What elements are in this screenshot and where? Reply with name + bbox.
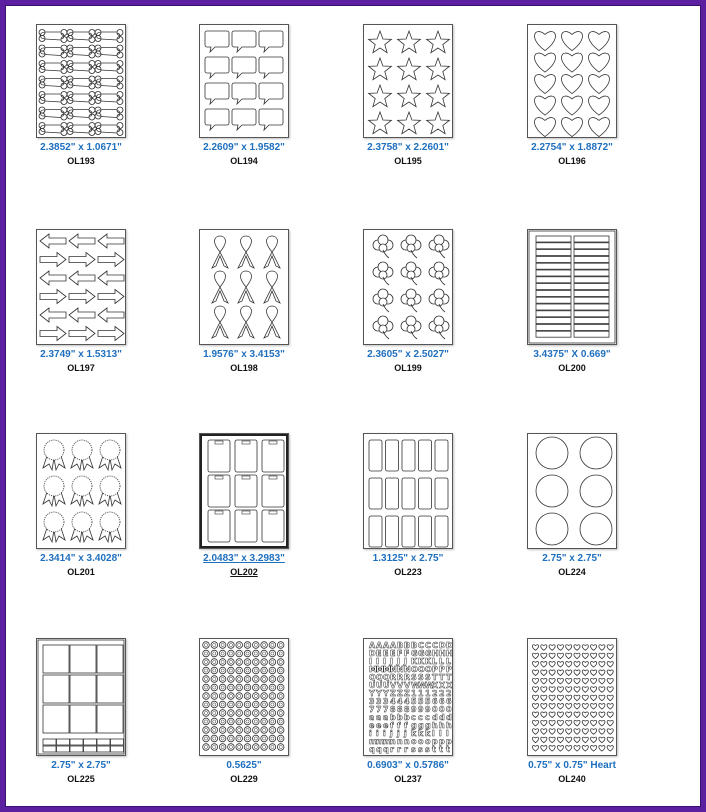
svg-text:q: q (376, 745, 382, 754)
svg-text:g: g (411, 721, 417, 730)
svg-text:U: U (369, 681, 376, 690)
svg-text:K: K (418, 657, 425, 666)
product-grid (5, 5, 701, 807)
product-code: OL194 (230, 156, 258, 166)
svg-text:M: M (376, 665, 384, 674)
svg-text:c: c (418, 713, 423, 722)
svg-text:b: b (390, 713, 396, 722)
product-code: OL223 (394, 567, 422, 577)
product-code: OL224 (558, 567, 586, 577)
svg-text:1: 1 (425, 689, 431, 698)
svg-text:n: n (404, 737, 410, 746)
svg-text:B: B (411, 641, 418, 650)
svg-text:T: T (432, 673, 438, 682)
product-code: OL229 (230, 774, 258, 784)
svg-text:E: E (383, 649, 389, 658)
svg-text:B: B (397, 641, 404, 650)
svg-text:D: D (439, 641, 446, 650)
bone-label-sheet-thumbnail[interactable] (36, 24, 126, 138)
svg-text:3: 3 (376, 697, 382, 706)
svg-text:Y: Y (369, 689, 375, 698)
svg-text:2: 2 (439, 689, 445, 698)
svg-text:A: A (383, 641, 390, 650)
svg-text:8: 8 (404, 705, 410, 714)
svg-text:S: S (418, 673, 424, 682)
svg-text:1: 1 (411, 689, 417, 698)
svg-text:5: 5 (425, 697, 431, 706)
shamrock-label-sheet-thumbnail[interactable] (363, 229, 453, 345)
svg-text:R: R (390, 673, 397, 682)
svg-text:D: D (369, 649, 376, 658)
svg-text:4: 4 (390, 697, 396, 706)
svg-text:S: S (425, 673, 431, 682)
speech-bubble-label-sheet-thumbnail[interactable] (199, 24, 289, 138)
product-code: OL200 (558, 363, 586, 373)
product-size-link[interactable]: 3.4375" X 0.669" (533, 349, 611, 360)
product-code: OL199 (394, 363, 422, 373)
svg-text:n: n (390, 737, 396, 746)
circle-label-sheet-thumbnail[interactable] (527, 433, 617, 549)
svg-text:d: d (446, 713, 452, 722)
svg-text:t: t (439, 745, 443, 754)
svg-text:H: H (432, 649, 439, 658)
svg-text:J: J (397, 657, 400, 666)
product-item-ol224[interactable] (497, 433, 647, 577)
svg-text:5: 5 (418, 697, 424, 706)
product-size-link[interactable]: 2.2609" x 1.9582" (203, 142, 285, 153)
svg-text:K: K (425, 657, 432, 666)
product-code: OL198 (230, 363, 258, 373)
svg-text:f: f (390, 721, 394, 730)
svg-text:K: K (411, 657, 418, 666)
svg-text:4: 4 (397, 697, 403, 706)
svg-text:O: O (418, 665, 425, 674)
svg-text:Q: Q (383, 673, 390, 682)
svg-text:7: 7 (383, 705, 389, 714)
svg-text:j: j (404, 729, 407, 738)
svg-text:8: 8 (397, 705, 403, 714)
product-size-link[interactable]: 1.9576" x 3.4153" (203, 349, 285, 360)
svg-text:k: k (425, 729, 431, 738)
product-size-link[interactable]: 2.0483" x 3.2983" (203, 553, 285, 564)
svg-text:X: X (446, 681, 453, 690)
svg-text:c: c (411, 713, 416, 722)
svg-text:c: c (425, 713, 430, 722)
product-item-ol194[interactable] (169, 24, 319, 166)
svg-text:e: e (383, 721, 389, 730)
product-item-ol198[interactable] (169, 229, 319, 373)
svg-text:D: D (446, 641, 453, 650)
product-item-ol199[interactable] (333, 229, 483, 373)
svg-text:T: T (439, 673, 445, 682)
svg-text:W: W (411, 681, 420, 690)
svg-text:X: X (439, 681, 446, 690)
svg-text:9: 9 (418, 705, 424, 714)
svg-text:p: p (432, 737, 438, 746)
svg-text:R: R (397, 673, 404, 682)
svg-text:o: o (425, 737, 431, 746)
svg-text:V: V (397, 681, 404, 690)
svg-text:4: 4 (404, 697, 410, 706)
svg-text:G: G (425, 649, 432, 658)
svg-text:Z: Z (397, 689, 403, 698)
product-size-link[interactable]: 2.3852" x 1.0671" (40, 142, 122, 153)
svg-text:2: 2 (446, 689, 452, 698)
svg-text:q: q (369, 745, 375, 754)
svg-text:0: 0 (446, 705, 452, 714)
product-item-ol240[interactable] (497, 638, 647, 784)
svg-text:d: d (432, 713, 438, 722)
product-size-link[interactable]: 2.3414" x 3.4028" (40, 553, 122, 564)
svg-text:m: m (369, 737, 378, 746)
arrow-label-sheet-thumbnail[interactable] (36, 229, 126, 345)
svg-text:b: b (397, 713, 403, 722)
svg-text:7: 7 (376, 705, 382, 714)
svg-text:h: h (432, 721, 438, 730)
svg-text:Q: Q (369, 673, 376, 682)
svg-text:6: 6 (446, 697, 452, 706)
product-code: OL240 (558, 774, 586, 784)
svg-text:5: 5 (411, 697, 417, 706)
product-item-ol201[interactable] (6, 433, 156, 577)
svg-text:O: O (425, 665, 432, 674)
svg-text:l: l (432, 729, 435, 738)
svg-text:C: C (425, 641, 431, 650)
svg-text:Q: Q (376, 673, 383, 682)
svg-text:E: E (390, 649, 396, 658)
product-code: OL201 (67, 567, 95, 577)
svg-text:W: W (418, 681, 427, 690)
svg-text:f: f (404, 721, 408, 730)
product-item-ol195[interactable] (333, 24, 483, 166)
svg-text:s: s (411, 745, 416, 754)
svg-text:I: I (376, 657, 379, 666)
svg-text:l: l (439, 729, 442, 738)
svg-text:8: 8 (390, 705, 396, 714)
ribbon-label-sheet-thumbnail[interactable] (199, 229, 289, 345)
svg-text:0: 0 (439, 705, 445, 714)
svg-text:r: r (404, 745, 408, 754)
svg-text:L: L (432, 657, 438, 666)
svg-text:A: A (369, 641, 376, 650)
svg-text:f: f (397, 721, 401, 730)
svg-text:X: X (432, 681, 439, 690)
alphabet-letters-label-sheet-thumbnail[interactable] (363, 638, 453, 756)
svg-text:Y: Y (383, 689, 389, 698)
svg-text:g: g (418, 721, 424, 730)
rounded-rectangle-label-sheet-thumbnail[interactable] (363, 433, 453, 549)
svg-text:0: 0 (432, 705, 438, 714)
svg-text:C: C (432, 641, 438, 650)
product-size-link[interactable]: 2.2754" x 1.8872" (531, 142, 613, 153)
svg-text:s: s (418, 745, 423, 754)
product-size-link[interactable]: 2.75" x 2.75" (542, 553, 602, 564)
product-size-link[interactable]: 2.3605" x 2.5027" (367, 349, 449, 360)
svg-text:i: i (383, 729, 386, 738)
svg-text:o: o (411, 737, 417, 746)
product-size-link[interactable]: 2.75" x 2.75" (51, 760, 111, 771)
product-size-link[interactable]: 0.75" x 0.75" Heart (528, 760, 616, 771)
svg-text:m: m (376, 737, 385, 746)
svg-text:a: a (369, 713, 375, 722)
svg-text:q: q (383, 745, 389, 754)
svg-text:p: p (439, 737, 445, 746)
award-rosette-label-sheet-thumbnail[interactable] (36, 433, 126, 549)
svg-text:h: h (446, 721, 452, 730)
svg-text:H: H (439, 649, 446, 658)
product-item-ol225[interactable] (6, 638, 156, 784)
product-item-ol197[interactable] (6, 229, 156, 373)
luggage-tag-label-sheet-thumbnail[interactable] (199, 433, 289, 549)
svg-text:V: V (404, 681, 411, 690)
svg-text:9: 9 (425, 705, 431, 714)
svg-text:t: t (446, 745, 450, 754)
svg-text:r: r (397, 745, 401, 754)
svg-text:l: l (446, 729, 449, 738)
svg-text:R: R (404, 673, 411, 682)
svg-text:L: L (439, 657, 445, 666)
svg-text:H: H (446, 649, 453, 658)
product-code: OL202 (230, 567, 258, 577)
svg-text:9: 9 (411, 705, 417, 714)
svg-text:F: F (397, 649, 403, 658)
svg-text:N: N (404, 665, 411, 674)
svg-text:i: i (369, 729, 372, 738)
svg-text:p: p (446, 737, 452, 746)
product-size-link[interactable]: 0.5625" (226, 760, 262, 771)
product-code: OL197 (67, 363, 95, 373)
svg-text:a: a (376, 713, 382, 722)
product-code: OL193 (67, 156, 95, 166)
svg-text:t: t (432, 745, 436, 754)
svg-text:Z: Z (390, 689, 396, 698)
product-item-ol193[interactable] (6, 24, 156, 166)
product-item-ol202[interactable] (169, 433, 319, 577)
svg-text:I: I (383, 657, 386, 666)
product-code: OL196 (558, 156, 586, 166)
svg-text:T: T (446, 673, 452, 682)
svg-text:g: g (425, 721, 431, 730)
svg-text:C: C (418, 641, 424, 650)
svg-text:M: M (383, 665, 391, 674)
product-item-ol223[interactable] (333, 433, 483, 577)
svg-text:M: M (369, 665, 377, 674)
svg-text:E: E (376, 649, 382, 658)
star-label-sheet-thumbnail[interactable] (363, 24, 453, 138)
small-circle-label-sheet-thumbnail[interactable] (199, 638, 289, 756)
svg-text:1: 1 (418, 689, 424, 698)
svg-text:2: 2 (432, 689, 438, 698)
svg-text:P: P (446, 665, 452, 674)
svg-text:G: G (411, 649, 418, 658)
product-size-link[interactable]: 1.3125" x 2.75" (372, 553, 444, 564)
svg-text:3: 3 (383, 697, 389, 706)
product-size-link[interactable]: 2.3749" x 1.5313" (40, 349, 122, 360)
svg-text:P: P (432, 665, 438, 674)
svg-text:7: 7 (369, 705, 375, 714)
svg-text:h: h (439, 721, 445, 730)
svg-text:i: i (376, 729, 379, 738)
svg-text:I: I (369, 657, 372, 666)
svg-text:o: o (418, 737, 424, 746)
product-item-ol237[interactable] (333, 638, 483, 784)
svg-text:e: e (376, 721, 382, 730)
svg-text:k: k (411, 729, 417, 738)
heart-label-sheet-thumbnail[interactable] (527, 24, 617, 138)
svg-text:L: L (446, 657, 452, 666)
svg-text:J: J (404, 657, 407, 666)
svg-text:j: j (390, 729, 393, 738)
svg-text:6: 6 (432, 697, 438, 706)
svg-text:Y: Y (376, 689, 382, 698)
svg-text:G: G (418, 649, 425, 658)
product-size-link[interactable]: 0.6903" x 0.5786" (367, 760, 449, 771)
svg-text:J: J (390, 657, 393, 666)
svg-text:r: r (390, 745, 394, 754)
svg-text:F: F (404, 649, 410, 658)
svg-text:N: N (397, 665, 404, 674)
svg-text:V: V (390, 681, 397, 690)
svg-text:A: A (390, 641, 397, 650)
svg-text:e: e (369, 721, 375, 730)
svg-text:N: N (390, 665, 397, 674)
file-folder-strip-label-sheet-thumbnail[interactable] (527, 229, 617, 345)
svg-text:j: j (397, 729, 400, 738)
svg-text:b: b (404, 713, 410, 722)
product-code: OL237 (394, 774, 422, 784)
svg-text:W: W (425, 681, 434, 690)
product-item-ol196[interactable] (497, 24, 647, 166)
svg-text:Z: Z (404, 689, 410, 698)
svg-text:U: U (383, 681, 390, 690)
svg-text:6: 6 (439, 697, 445, 706)
svg-text:U: U (376, 681, 383, 690)
product-size-link[interactable]: 2.3758" x 2.2601" (367, 142, 449, 153)
svg-text:B: B (404, 641, 411, 650)
small-heart-label-sheet-thumbnail[interactable] (527, 638, 617, 756)
svg-text:O: O (411, 665, 418, 674)
svg-text:a: a (383, 713, 389, 722)
svg-text:P: P (439, 665, 445, 674)
product-item-ol229[interactable] (169, 638, 319, 784)
svg-text:n: n (397, 737, 403, 746)
product-item-ol200[interactable] (497, 229, 647, 373)
svg-text:d: d (439, 713, 445, 722)
product-code: OL225 (67, 774, 95, 784)
svg-text:A: A (376, 641, 383, 650)
svg-text:s: s (425, 745, 430, 754)
svg-text:k: k (418, 729, 424, 738)
product-code: OL195 (394, 156, 422, 166)
svg-text:S: S (411, 673, 417, 682)
svg-text:3: 3 (369, 697, 375, 706)
square-label-sheet-thumbnail[interactable] (36, 638, 126, 756)
svg-text:m: m (383, 737, 392, 746)
